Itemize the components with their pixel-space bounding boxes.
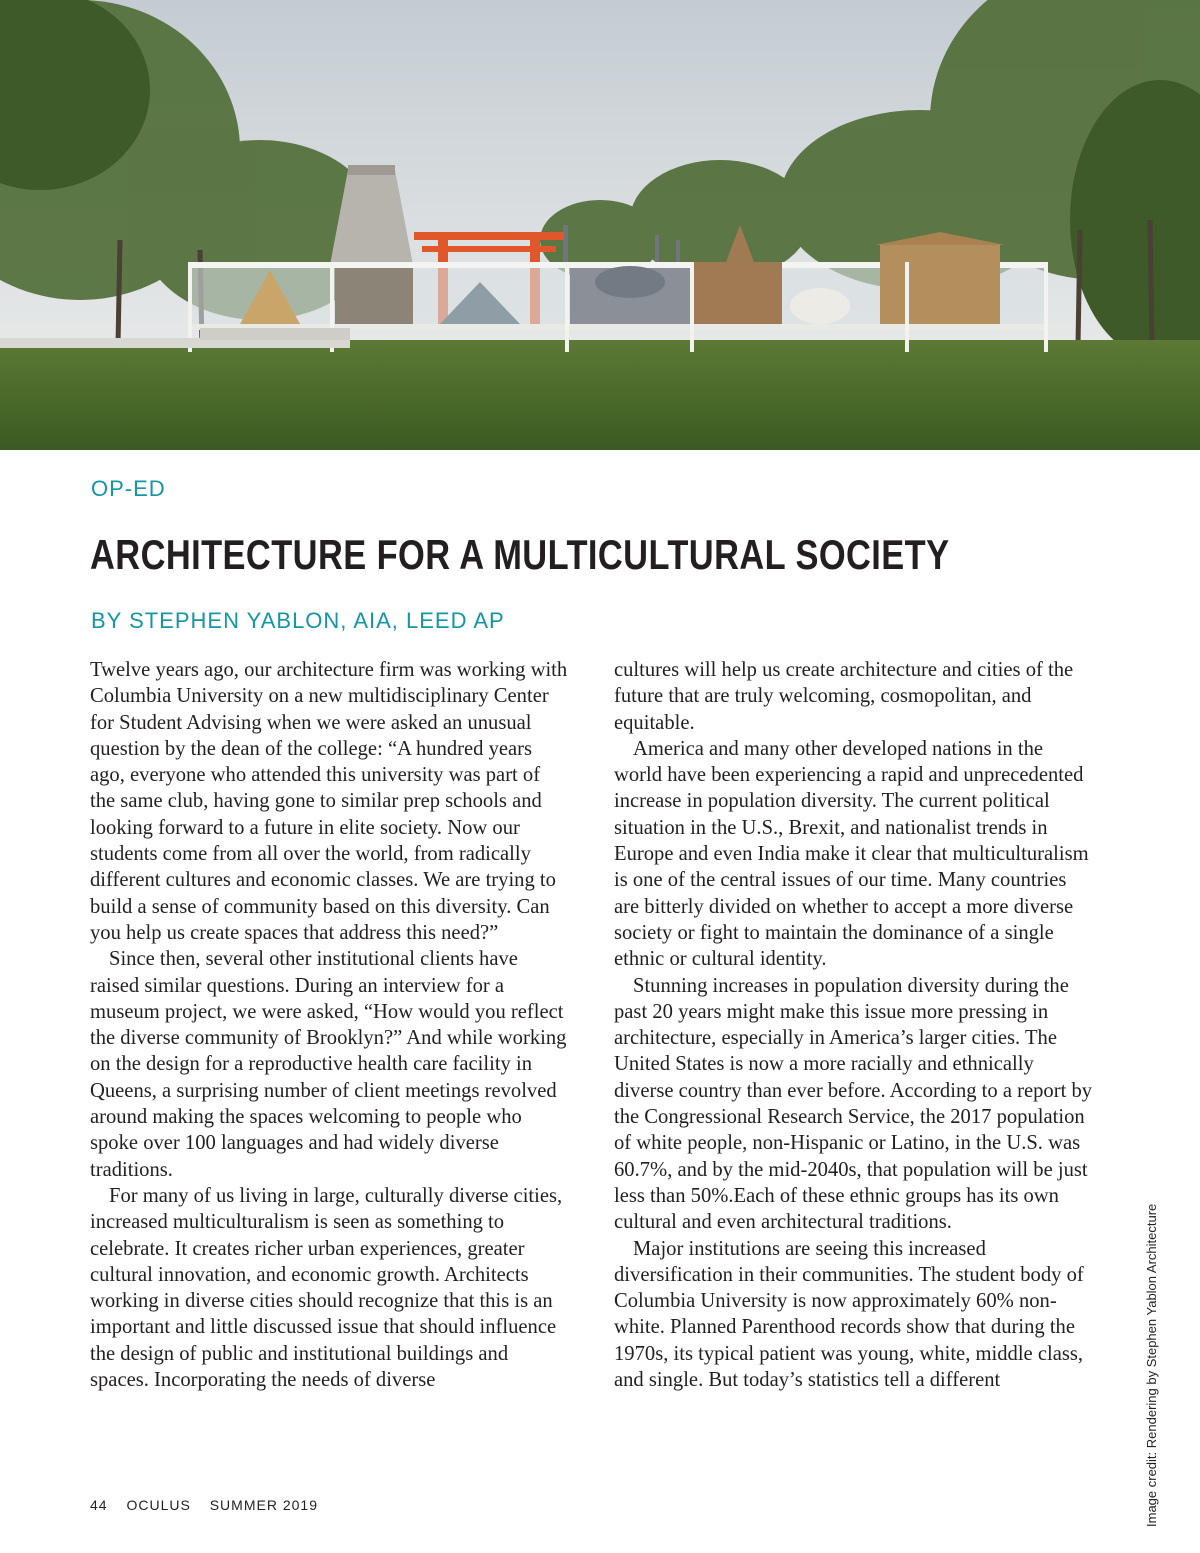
body-paragraph: America and many other developed nations in the world have been experiencing a rapid and unprecedented increase in population diversity. The current political situation in the U.S., Brexit, and nationalist trends in Europe and even India make it clear that multiculturalism is one of the central issues of our time. Many countries are bitterly divided on whether to accept a more diverse society or fight to maintain the dominance of a single ethnic or cultural identity.	[614, 737, 1089, 971]
article-title: ARCHITECTURE FOR A MULTICULTURAL SOCIETY	[90, 531, 950, 578]
page-number: 44	[90, 1497, 108, 1513]
body-paragraph: For many of us living in large, culturally diverse cities, increased multiculturalism is seen as something to celebrate. It creates richer urban experiences, greater cultural innovation, and economic growth. Architects working in diverse cities should recognize that this is an important and little discussed issue that should influence the design of public and institutional buildings and spaces. Incorporating the needs of diverse	[90, 1184, 563, 1392]
article-column-left	[90, 657, 570, 1393]
hero-rendering-image	[0, 0, 1200, 450]
architecture-rendering-image	[0, 0, 1200, 450]
body-paragraph: Stunning increases in population diversity during the past 20 years might make this issue more pressing in architecture, especially in America’s larger cities. The United States is now a more racially and ethnically diverse country than ever before. According to a report by the Congressional Research Service, the 2017 population of white people, non-Hispanic or Latino, in the U.S. was 60.7%, and by the mid-2040s, that population will be just less than 50%.Each of these ethnic groups has its own cultural and even architectural traditions.	[614, 974, 1093, 1234]
page-footer	[90, 1497, 332, 1513]
body-paragraph: Since then, several other institutional clients have raised similar questions. During an interview for a museum project, we were asked, “How would you reflect the diverse community of Brooklyn?” And while working on the design for a reproductive health care facility in Queens, a surprising number of client meetings revolved around making the spaces welcoming to people who spoke over 100 languages and had widely diverse traditions.	[90, 948, 567, 1181]
body-paragraph: cultures will help us create architecture and cities of the future that are truly welcoming, cosmopolitan, and equitable.	[614, 659, 1074, 734]
image-credit: Image credit: Rendering by Stephen Yablon Architecture	[1144, 1203, 1159, 1527]
issue-date: SUMMER 2019	[209, 1497, 318, 1513]
body-paragraph: Twelve years ago, our architecture firm was working with Columbia University on a new multidisciplinary Center for Student Advising when we were asked an unusual question by the dean of the college: “A hundred years ago, everyone who attended this university was part of the same club, having gone to similar prep schools and looking forward to a future in elite society. Now our students come from all over the world, from radically different cultures and economic classes. We are trying to build a sense of community based on this diversity. Can you help us create spaces that address this need?”	[90, 659, 568, 944]
body-paragraph: Major institutions are seeing this increased diversification in their communities. The student body of Columbia University is now approximately 60% non-white. Planned Parenthood records show that during the 1970s, its typical patient was young, white, middle class, and single. But today’s statistics tell a different	[614, 1237, 1084, 1392]
article-byline: BY STEPHEN YABLON, AIA, LEED AP	[91, 608, 505, 633]
article-column-right	[614, 657, 1094, 1393]
section-kicker: OP-ED	[91, 476, 166, 501]
publication-name: OCULUS	[126, 1497, 191, 1513]
